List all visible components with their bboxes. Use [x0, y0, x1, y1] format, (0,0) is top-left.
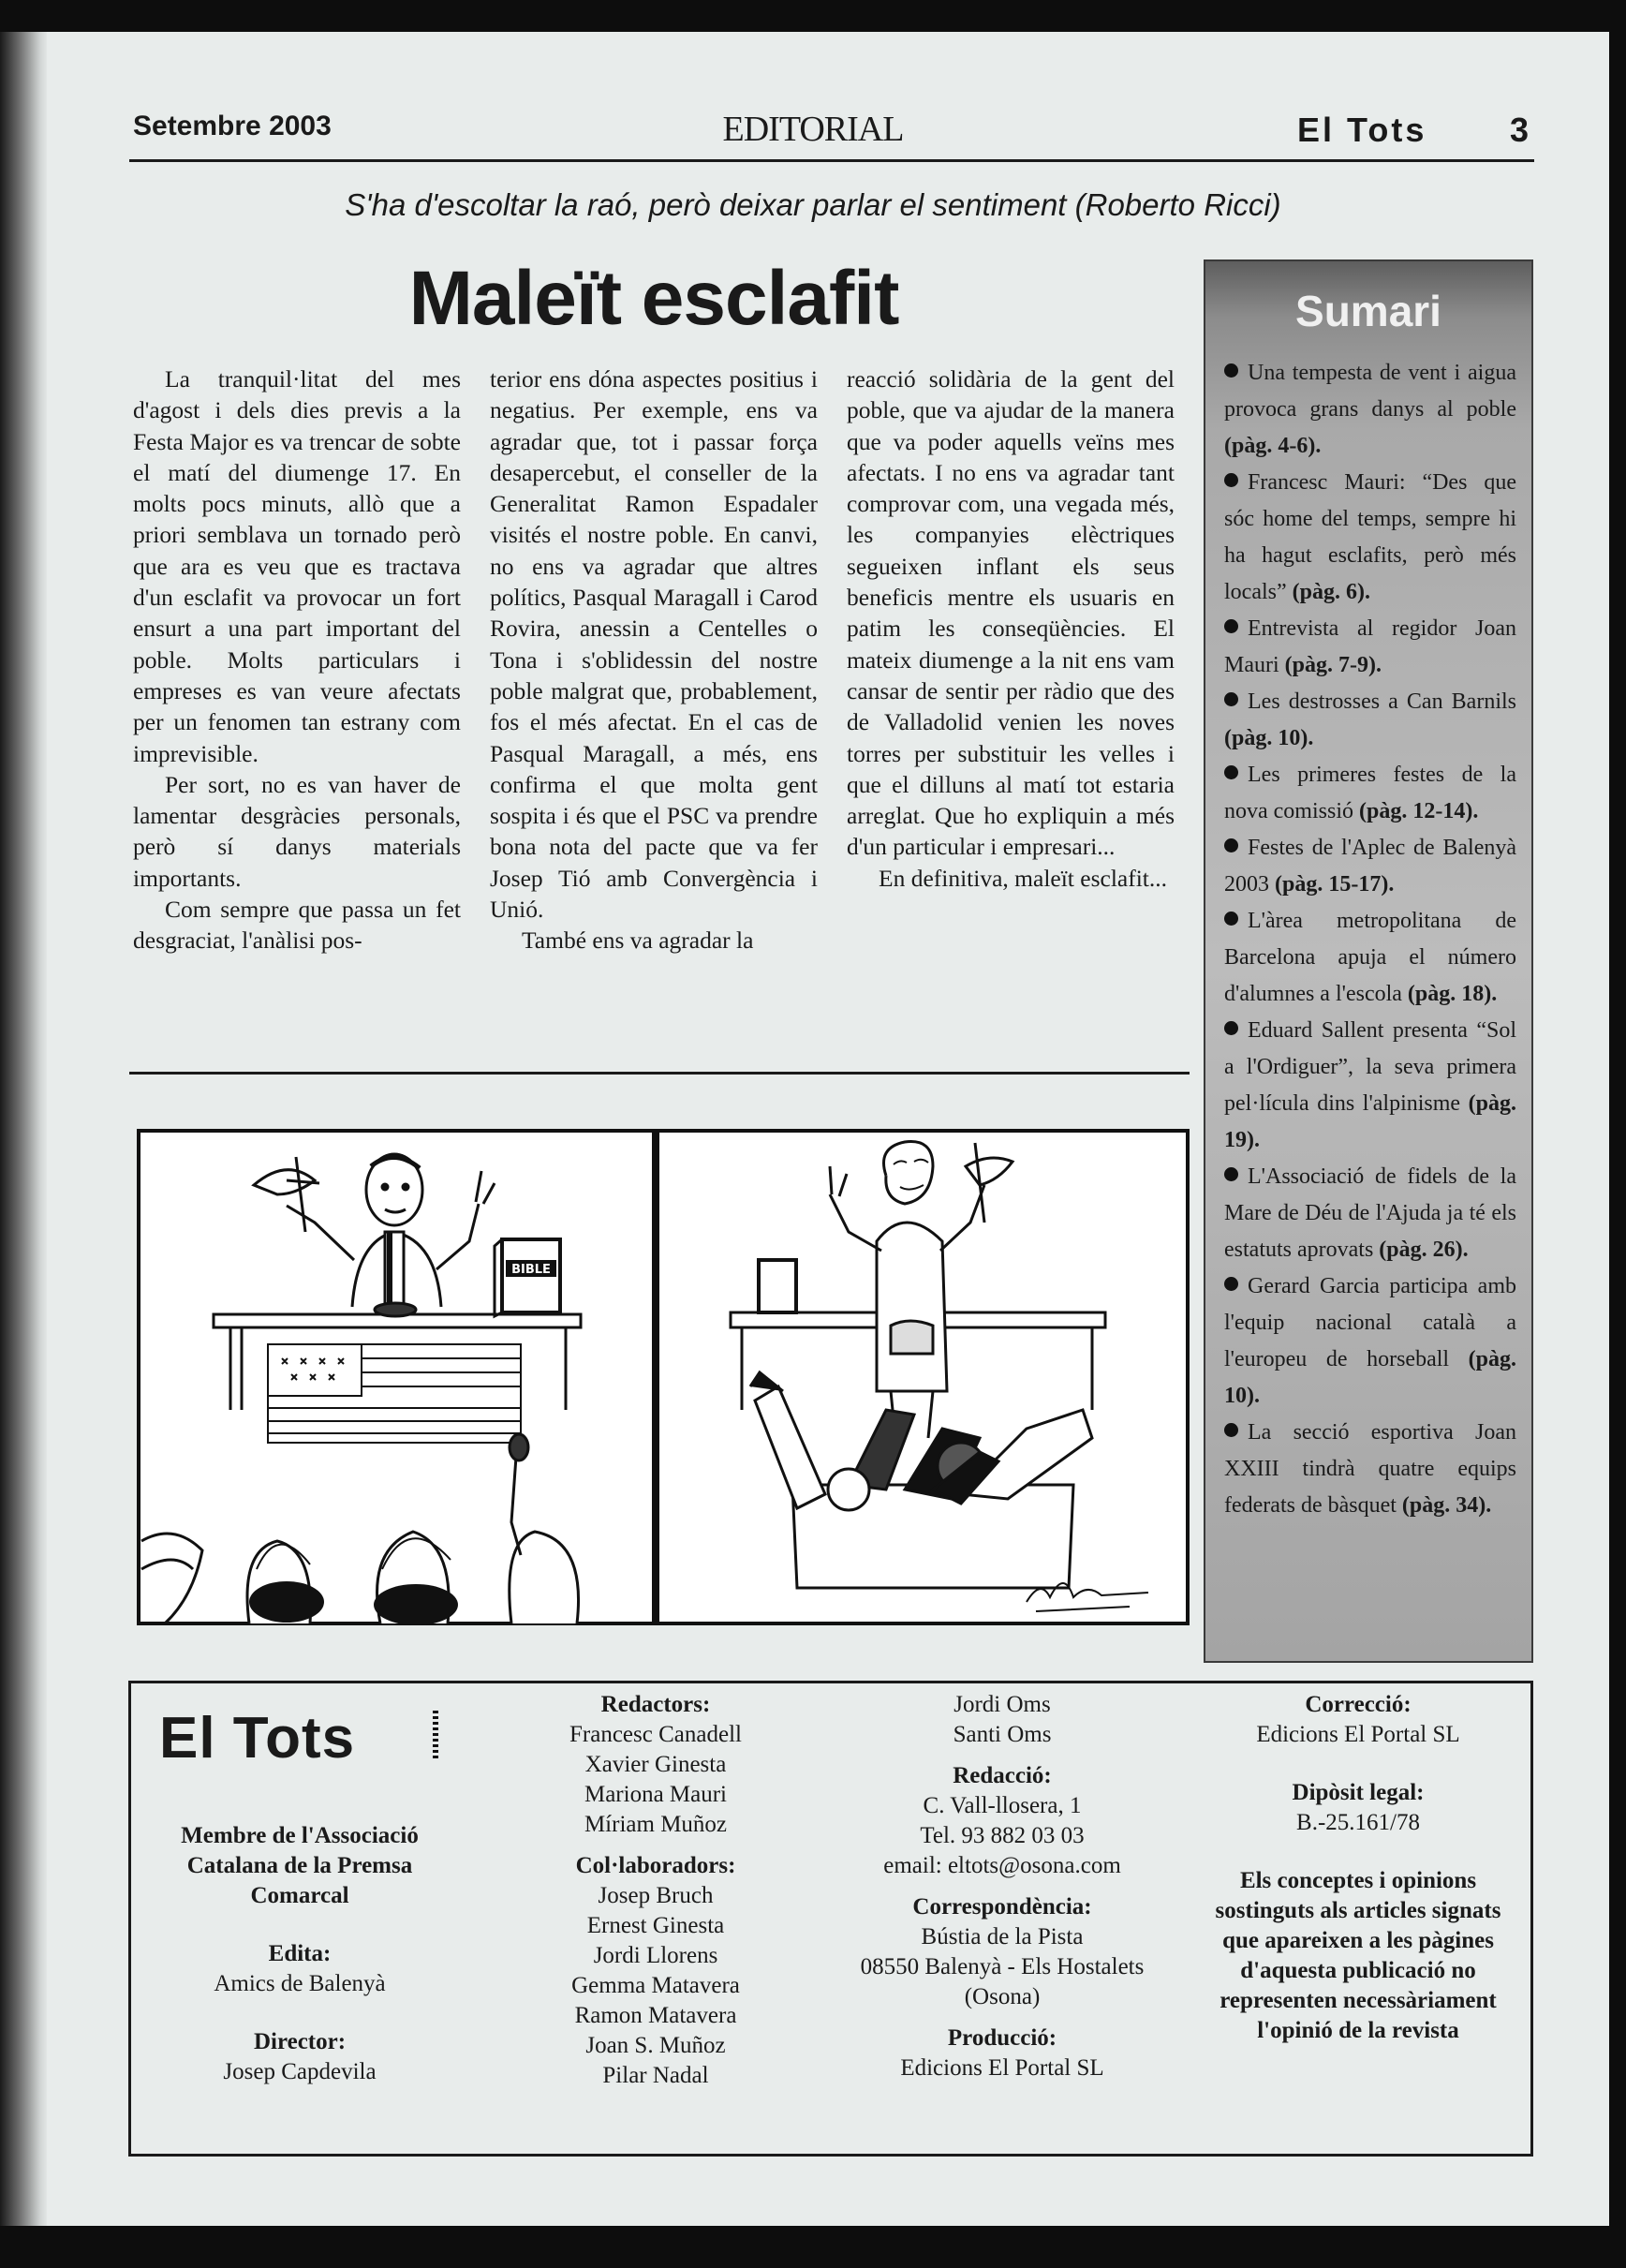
summary-item-text: Francesc Mauri: “Des que sóc home del temps, sempre hi ha hagut esclafits, però més locals” — [1224, 470, 1516, 604]
collaborador: Jordi Llorens — [593, 1943, 718, 1968]
credits-col-3 — [824, 1690, 1180, 2083]
summary-item-pages: (pàg. 15-17). — [1275, 872, 1395, 897]
credits-col-1 — [150, 1821, 450, 2087]
redaccio-phone: Tel. 93 882 03 03 — [920, 1823, 1085, 1848]
summary-item-text: Gerard Garcia participa amb l'equip nacional català a l'europeu de horseball — [1224, 1274, 1516, 1371]
summary-item-pages: (pàg. 10). — [1224, 1347, 1516, 1408]
produccio-value: Edicions El Portal SL — [900, 2055, 1104, 2081]
header-rule — [129, 159, 1534, 162]
bullet-icon — [1224, 619, 1238, 633]
correspondencia-line: Bústia de la Pista — [921, 1924, 1084, 1949]
collaborador: Josep Bruch — [598, 1883, 714, 1908]
article-column-2 — [490, 363, 818, 956]
correspondencia-label: Correspondència: — [912, 1894, 1092, 1920]
epigraph-quote: S'ha d'escoltar la raó, però deixar parlar el sentiment (Roberto Ricci) — [345, 187, 1281, 222]
collaborador: Ernest Ginesta — [586, 1913, 725, 1938]
paragraph: En definitiva, maleït esclafit... — [879, 864, 1168, 892]
summary-item — [1224, 465, 1516, 611]
bullet-icon — [1224, 1423, 1238, 1437]
director-label: Director: — [253, 2029, 347, 2054]
summary-item-pages: (pàg. 34). — [1401, 1493, 1492, 1518]
summary-item-text: Les destrosses a Can Barnils — [1248, 689, 1516, 714]
redactor: Xavier Ginesta — [584, 1752, 727, 1777]
redaccio-label: Redacció: — [953, 1763, 1052, 1788]
redactor: Mariona Mauri — [584, 1782, 728, 1807]
summary-item-pages: (pàg. 6). — [1292, 580, 1370, 604]
edita-value: Amics de Balenyà — [214, 1971, 386, 1996]
logo-tagline-mark — [433, 1711, 438, 1759]
summary-item — [1224, 830, 1516, 903]
summary-item-pages: (pàg. 10). — [1224, 726, 1314, 750]
paragraph: Com sempre que passa un fet desgraciat, l'anàlisi pos- — [133, 896, 461, 955]
edita-label: Edita: — [268, 1941, 332, 1966]
paragraph: Per sort, no es van haver de lamentar desgràcies personals, però sí danys materials importants. — [133, 770, 461, 892]
summary-item — [1224, 1268, 1516, 1415]
article-column-1 — [133, 363, 461, 956]
article-column-3 — [847, 363, 1175, 894]
produccio-label: Producció: — [947, 2025, 1057, 2051]
summary-item-pages: (pàg. 4-6). — [1224, 434, 1322, 458]
redactor: Francesc Canadell — [569, 1722, 742, 1747]
issue-date: Setembre 2003 — [133, 111, 332, 141]
summary-item — [1224, 757, 1516, 830]
summary-item-pages: (pàg. 12-14). — [1359, 799, 1479, 823]
paragraph: reacció solidària de la gent del poble, que va ajudar de la manera que va poder aquells veïns mes afectats. I no ens va agradar tant comprovar com, una vegada més, les companyies elèctriques segueixen inflant els seus beneficis mentre els usuaris en patim les conseqüències. El mateix diumenge a la nit ens vam cansar de sentir per ràdio que des de Valladolid venien les noves torres per substituir les velles i que el dilluns al matí tot estaria arreglat. Que ho expliquin a més d'un particular i empresari... — [847, 365, 1175, 861]
collaborador: Gemma Matavera — [571, 1973, 740, 1998]
summary-item — [1224, 903, 1516, 1013]
summary-sidebar — [1204, 259, 1533, 1663]
redactor: Míriam Muñoz — [584, 1812, 728, 1837]
summary-item-pages: (pàg. 19). — [1224, 1091, 1517, 1152]
director-value: Josep Capdevila — [223, 2059, 377, 2084]
summary-item — [1224, 1013, 1516, 1159]
summary-item-text: L'àrea metropolitana de Barcelona apuja el número d'alumnes a l'escola — [1224, 909, 1516, 1006]
diposit-label: Dipòsit legal: — [1292, 1780, 1425, 1805]
summary-item-text: Eduard Sallent presenta “Sol a l'Ordiguer”, la seva primera pel·lícula dins l'alpinisme — [1224, 1018, 1516, 1116]
bullet-icon — [1224, 765, 1238, 779]
summary-list — [1224, 355, 1516, 1524]
summary-item-text: L'Associació de fidels de la Mare de Déu de l'Ajuda ja té els estatuts aprovats — [1224, 1164, 1516, 1262]
collaborador: Santi Oms — [953, 1722, 1052, 1747]
page-spine-shadow — [0, 32, 47, 2226]
paragraph: La tranquil·litat del mes d'agost i dels dies previs a la Festa Major es va trencar de sobte el matí del diumenge 17. En molts pocs minuts, allò que a priori semblava un tornado però que ara es veu que es tractava d'un esclafit va provocar un fort ensurt a una part important del poble. Molts particulars i empreses es van veure afectats per un fenomen tan estrany com imprevisible. — [133, 365, 461, 767]
collaborador: Jordi Oms — [953, 1692, 1051, 1717]
summary-item-pages: (pàg. 18). — [1407, 982, 1498, 1006]
summary-item — [1224, 611, 1516, 684]
article-divider — [129, 1072, 1190, 1075]
paragraph: terior ens dóna aspectes positius i negatius. Per exemple, ens va agradar que, tot i passar força desapercebut, el conseller de la Generalitat Ramon Espadaler visités el nostre poble. En canvi, no ens va agradar que altres polítics, Pasqual Maragall i Carod Rovira, anessin a Centelles o Tona i s'oblidessin del nostre poble malgrat que, probablement, fos el més afectat. En el cas de Pasqual Maragall, a més, ens confirma el que molta gent sospita i és que el PSC va prendre bona nota del pacte que va fer Josep Tió amb Convergència i Unió. — [490, 365, 818, 924]
article-headline: Maleït esclafit — [408, 256, 899, 341]
redactors-label: Redactors: — [600, 1692, 711, 1717]
bullet-icon — [1224, 473, 1238, 487]
section-title: EDITORIAL — [722, 110, 904, 149]
collaboradors-label: Col·laboradors: — [575, 1853, 736, 1878]
bullet-icon — [1224, 912, 1238, 926]
credits-col-4 — [1208, 1690, 1508, 2046]
publication-name: El Tots — [1297, 111, 1427, 149]
correspondencia-line: 08550 Balenyà - Els Hostalets — [860, 1954, 1145, 1979]
correspondencia-line: (Osona) — [964, 1984, 1041, 2009]
summary-item-text: Les primeres festes de la nova comissió — [1224, 763, 1516, 823]
summary-item-pages: (pàg. 26). — [1379, 1238, 1469, 1262]
bullet-icon — [1224, 692, 1238, 706]
collaborador: Joan S. Muñoz — [585, 2033, 726, 2058]
summary-item — [1224, 684, 1516, 757]
disclaimer-text: Els conceptes i opinions sostinguts als articles signats que apareixen a les pàgines d'aquesta publicació no representen necessàriament l'opinió de la revista — [1215, 1868, 1501, 2043]
redaccio-address: C. Vall-llosera, 1 — [923, 1793, 1082, 1818]
bullet-icon — [1224, 363, 1238, 378]
redaccio-email: email: eltots@osona.com — [883, 1853, 1121, 1878]
collaborador: Ramon Matavera — [574, 2003, 737, 2028]
correccio-value: Edicions El Portal SL — [1256, 1722, 1460, 1747]
bullet-icon — [1224, 838, 1238, 852]
summary-title: Sumari — [1295, 287, 1441, 335]
summary-item-text: Una tempesta de vent i aigua provoca grans danys al poble — [1224, 361, 1516, 422]
publication-logo: El Tots — [159, 1706, 356, 1771]
summary-item-text: Festes de l'Aplec de Balenyà 2003 — [1224, 836, 1516, 897]
bullet-icon — [1224, 1167, 1238, 1181]
summary-item-text: La secció esportiva Joan XXIII tindrà quatre equips federats de bàsquet — [1224, 1420, 1516, 1518]
collaborador: Pilar Nadal — [602, 2063, 709, 2088]
summary-item-pages: (pàg. 7-9). — [1284, 653, 1382, 677]
editorial-cartoon — [137, 1129, 1190, 1625]
membership-text: Membre de l'Associació Catalana de la Premsa Comarcal — [181, 1823, 419, 1908]
bullet-icon — [1224, 1021, 1238, 1035]
bible-label: BIBLE — [511, 1263, 551, 1277]
diposit-value: B.-25.161/78 — [1296, 1810, 1420, 1835]
summary-item — [1224, 1159, 1516, 1268]
summary-item — [1224, 1415, 1516, 1524]
correccio-label: Correcció: — [1305, 1692, 1412, 1717]
page-number: 3 — [1510, 111, 1530, 149]
paragraph: També ens va agradar la — [522, 926, 754, 955]
summary-item-text: Entrevista al regidor Joan Mauri — [1224, 616, 1516, 677]
credits-col-2 — [506, 1690, 806, 2091]
summary-item — [1224, 355, 1516, 465]
bullet-icon — [1224, 1277, 1238, 1291]
